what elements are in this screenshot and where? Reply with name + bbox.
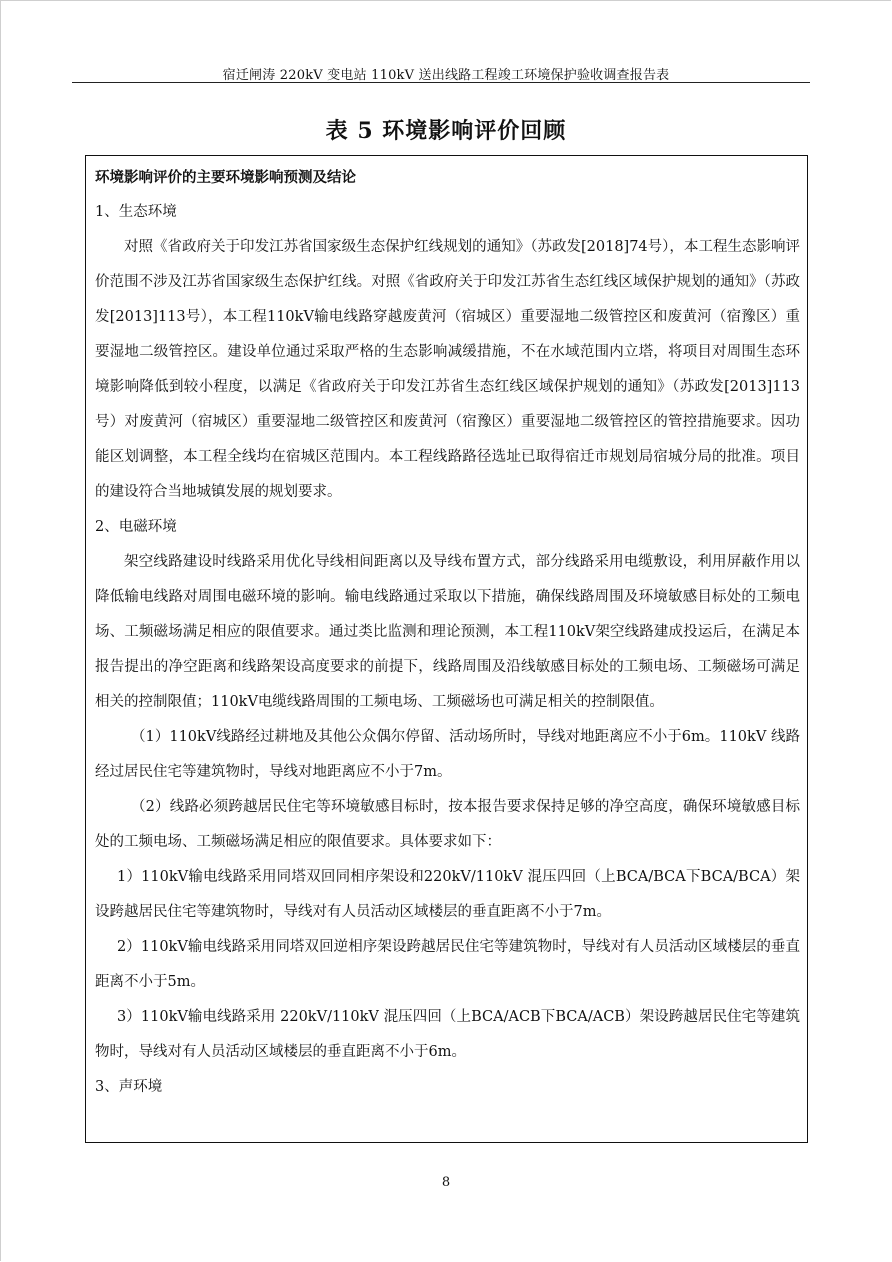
electromagnetic-paragraph: 架空线路建设时线路采用优化导线相间距离以及导线布置方式，部分线路采用电缆敷设，利用屏蔽作用以降低输电线路对周围电磁环境的影响。输电线路通过采取以下措施，确保线路周围及环境敏感目标处的工频电场、工频磁场满足相应的限值要求。通过类比监测和理论预测，本工程110kV架空线路建成投运后，在满足本报告提出的净空距离和线路架设高度要求的前提下，线路周围及沿线敏感目标处的工频电场、工频磁场可满足相关的控制限值；110kV电缆线路周围的工频电场、工频磁场也可满足相关的控制限值。 xyxy=(95,554,800,710)
requirement-2: 2）110kV输电线路采用同塔双回逆相序架设跨越居民住宅等建筑物时，导线对有人员活动区域楼层的垂直距离不小于5m。 xyxy=(95,939,800,990)
header-rule xyxy=(72,82,810,83)
requirement-3: 3）110kV输电线路采用 220kV/110kV 混压四回（上BCA/ACB下BCA/ACB）架设跨越居民住宅等建筑物时，导线对有人员活动区域楼层的垂直距离不小于6m。 xyxy=(95,1009,800,1060)
requirement-1: 1）110kV输电线路采用同塔双回同相序架设和220kV/110kV 混压四回（上BCA/BCA下BCA/BCA）架设跨越居民住宅等建筑物时，导线对有人员活动区域楼层的垂直距离不小于7m。 xyxy=(95,869,800,920)
table-title: 表 5 环境影响评价回顾 xyxy=(325,118,567,144)
electromagnetic-title: 2、电磁环境 xyxy=(95,519,177,535)
content-body xyxy=(95,160,800,1105)
section-heading: 环境影响评价的主要环境影响预测及结论 xyxy=(95,169,356,186)
electromagnetic-point-2: （2）线路必须跨越居民住宅等环境敏感目标时，按本报告要求保持足够的净空高度，确保环境敏感目标处的工频电场、工频磁场满足相应的限值要求。具体要求如下： xyxy=(95,799,800,850)
running-header: 宿迁闸涛 220kV 变电站 110kV 送出线路工程竣工环境保护验收调查报告表 xyxy=(222,68,670,83)
ecology-paragraph: 对照《省政府关于印发江苏省国家级生态保护红线规划的通知》（苏政发[2018]74号），本工程生态影响评价范围不涉及江苏省国家级生态保护红线。对照《省政府关于印发江苏省生态红线区域保护规划的通知》（苏政发[2013]113号），本工程110kV输电线路穿越废黄河（宿城区）重要湿地二级管控区和废黄河（宿豫区）重要湿地二级管控区。建设单位通过采取严格的生态影响减缓措施，不在水域范围内立塔，将项目对周围生态环境影响降低到较小程度，以满足《省政府关于印发江苏省生态红线区域保护规划的通知》（苏政发[2013]113号）对废黄河（宿城区）重要湿地二级管控区和废黄河（宿豫区）重要湿地二级管控区的管控措施要求。因功能区划调整，本工程全线均在宿城区范围内。本工程线路路径选址已取得宿迁市规划局宿城分局的批准。项目的建设符合当地城镇发展的规划要求。 xyxy=(95,239,800,500)
acoustic-title: 3、声环境 xyxy=(95,1079,163,1095)
page-number: 8 xyxy=(441,1175,451,1190)
electromagnetic-point-1: （1）110kV线路经过耕地及其他公众偶尔停留、活动场所时，导线对地距离应不小于6m。110kV 线路经过居民住宅等建筑物时，导线对地距离应不小于7m。 xyxy=(95,729,800,780)
ecology-title: 1、生态环境 xyxy=(95,204,177,220)
